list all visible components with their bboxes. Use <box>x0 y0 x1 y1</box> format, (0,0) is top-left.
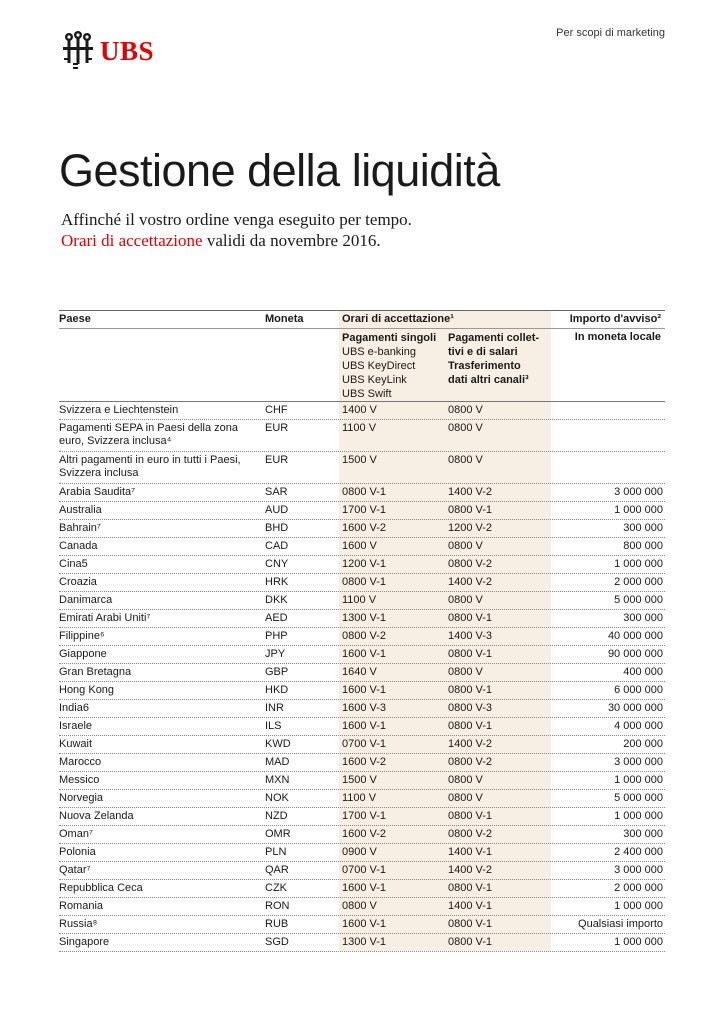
single-payment-time-cell: 1400 V <box>342 404 377 416</box>
table-row <box>59 736 665 754</box>
notice-amount-cell: 1 000 000 <box>614 558 663 570</box>
notice-amount-cell: 300 000 <box>623 612 663 624</box>
single-payment-time-cell: 1600 V-2 <box>342 828 387 840</box>
collective-payment-time-cell: 1400 V-2 <box>448 738 493 750</box>
table-row <box>59 520 665 538</box>
country-cell: Qatar⁷ <box>59 864 91 876</box>
single-payment-time-cell: 1100 V <box>342 422 377 434</box>
country-cell: Oman⁷ <box>59 828 93 840</box>
notice-amount-cell: 800 000 <box>623 540 663 552</box>
table-row <box>59 402 665 420</box>
country-cell: Kuwait <box>59 738 93 750</box>
country-cell: Giappone <box>59 648 107 660</box>
table-row <box>59 610 665 628</box>
collective-line: dati altri canali³ <box>448 374 529 386</box>
currency-cell: NZD <box>265 810 288 822</box>
table-subheader <box>59 329 665 402</box>
collective-line: Pagamenti collet- <box>448 332 540 344</box>
collective-payment-time-cell: 1400 V-2 <box>448 486 493 498</box>
table-row <box>59 556 665 574</box>
single-payment-time-cell: 1700 V-1 <box>342 504 387 516</box>
table-row <box>59 592 665 610</box>
country-cell: Russia⁸ <box>59 918 98 930</box>
single-payment-time-cell: 1600 V-1 <box>342 648 387 660</box>
table-row <box>59 916 665 934</box>
header-acceptance: Orari di accettazione¹ <box>342 313 454 325</box>
single-payment-time-cell: 1100 V <box>342 792 377 804</box>
currency-cell: AED <box>265 612 288 624</box>
collective-line: Trasferimento <box>448 360 521 372</box>
currency-cell: AUD <box>265 504 289 516</box>
country-cell: Pagamenti SEPA in Paesi della zona euro, Svizzera inclusa⁴ <box>59 422 238 447</box>
collective-payment-time-cell: 1400 V-2 <box>448 576 493 588</box>
collective-payment-time-cell: 0800 V <box>448 540 483 552</box>
country-cell: Polonia <box>59 846 96 858</box>
collective-line: tivi e di salari <box>448 346 518 358</box>
channel-label: UBS e-banking <box>342 346 416 358</box>
notice-amount-cell: 2 000 000 <box>614 882 663 894</box>
table-row <box>59 772 665 790</box>
country-cell: Norvegia <box>59 792 104 804</box>
single-payment-time-cell: 1600 V-2 <box>342 756 387 768</box>
currency-cell: JPY <box>265 648 286 660</box>
header-currency: Moneta <box>265 313 304 325</box>
notice-amount-cell: 5 000 000 <box>614 792 663 804</box>
single-payment-time-cell: 0800 V-1 <box>342 486 387 498</box>
single-payment-time-cell: 1600 V-1 <box>342 720 387 732</box>
notice-amount-cell: 2 000 000 <box>614 576 663 588</box>
country-cell: Repubblica Ceca <box>59 882 143 894</box>
currency-cell: ILS <box>265 720 282 732</box>
collective-payment-time-cell: 0800 V <box>448 774 483 786</box>
currency-cell: CHF <box>265 404 288 416</box>
table-row <box>59 628 665 646</box>
table-row <box>59 934 665 952</box>
table-row <box>59 790 665 808</box>
country-cell: Australia <box>59 504 102 516</box>
single-payment-time-cell: 0800 V-2 <box>342 630 387 642</box>
notice-amount-cell: 40 000 000 <box>607 630 663 642</box>
collective-payments-header <box>448 331 539 387</box>
notice-amount-cell: 3 000 000 <box>614 756 663 768</box>
currency-cell: SAR <box>265 486 288 498</box>
collective-payment-time-cell: 0800 V-2 <box>448 756 493 768</box>
single-payment-time-cell: 1600 V-1 <box>342 882 387 894</box>
table-row <box>59 844 665 862</box>
single-payment-time-cell: 0700 V-1 <box>342 864 387 876</box>
country-cell: Nuova Zelanda <box>59 810 134 822</box>
single-payment-time-cell: 1640 V <box>342 666 377 678</box>
notice-amount-cell: 90 000 000 <box>607 648 663 660</box>
notice-amount-cell: 5 000 000 <box>614 594 663 606</box>
collective-payment-time-cell: 0800 V-1 <box>448 612 493 624</box>
country-cell: Emirati Arabi Uniti⁷ <box>59 612 151 624</box>
table-header <box>59 310 665 329</box>
table-row <box>59 574 665 592</box>
keys-icon <box>61 30 95 72</box>
subtitle <box>61 209 412 251</box>
collective-payment-time-cell: 0800 V-1 <box>448 504 493 516</box>
collective-payment-time-cell: 0800 V-1 <box>448 918 493 930</box>
channel-label: UBS Swift <box>342 388 392 400</box>
currency-cell: NOK <box>265 792 289 804</box>
notice-amount-cell: 1 000 000 <box>614 504 663 516</box>
table-body <box>59 402 665 952</box>
currency-cell: CZK <box>265 882 287 894</box>
currency-cell: PHP <box>265 630 288 642</box>
collective-payment-time-cell: 0800 V <box>448 454 483 466</box>
collective-payment-time-cell: 0800 V <box>448 666 483 678</box>
notice-amount-cell: 1 000 000 <box>614 900 663 912</box>
country-cell: Israele <box>59 720 93 732</box>
notice-amount-cell: 200 000 <box>623 738 663 750</box>
single-payments-title: Pagamenti singoli <box>342 332 437 344</box>
country-cell: Arabia Saudita⁷ <box>59 486 136 498</box>
notice-amount-cell: 30 000 000 <box>607 702 663 714</box>
table-row <box>59 700 665 718</box>
collective-payment-time-cell: 1200 V-2 <box>448 522 493 534</box>
single-payment-time-cell: 0800 V-1 <box>342 576 387 588</box>
currency-cell: MAD <box>265 756 290 768</box>
channel-label: UBS KeyDirect <box>342 360 416 372</box>
channel-label: UBS KeyLink <box>342 374 407 386</box>
single-payments-header <box>342 331 436 401</box>
single-payment-time-cell: 0900 V <box>342 846 377 858</box>
currency-cell: CNY <box>265 558 289 570</box>
table-row <box>59 538 665 556</box>
single-payment-time-cell: 1700 V-1 <box>342 810 387 822</box>
collective-payment-time-cell: 0800 V-1 <box>448 720 493 732</box>
notice-amount-cell: 1 000 000 <box>614 936 663 948</box>
country-cell: India6 <box>59 702 89 714</box>
currency-cell: OMR <box>265 828 291 840</box>
currency-cell: RON <box>265 900 290 912</box>
collective-payment-time-cell: 0800 V-2 <box>448 828 493 840</box>
single-payment-time-cell: 1100 V <box>342 594 377 606</box>
single-payment-time-cell: 1500 V <box>342 454 377 466</box>
currency-cell: QAR <box>265 864 289 876</box>
acceptance-table <box>59 310 665 952</box>
table-row <box>59 880 665 898</box>
table-row <box>59 664 665 682</box>
collective-payment-time-cell: 0800 V <box>448 792 483 804</box>
marketing-note: Per scopi di marketing <box>556 27 665 39</box>
table-row <box>59 862 665 880</box>
collective-payment-time-cell: 1400 V-1 <box>448 846 493 858</box>
country-cell: Canada <box>59 540 98 552</box>
collective-payment-time-cell: 0800 V <box>448 594 483 606</box>
collective-payment-time-cell: 0800 V-2 <box>448 558 493 570</box>
collective-payment-time-cell: 0800 V-1 <box>448 936 493 948</box>
country-cell: Gran Bretagna <box>59 666 132 678</box>
country-cell: Cina5 <box>59 558 88 570</box>
collective-payment-time-cell: 0800 V-3 <box>448 702 493 714</box>
notice-amount-cell: 2 400 000 <box>614 846 663 858</box>
currency-cell: PLN <box>265 846 287 858</box>
collective-payment-time-cell: 0800 V-1 <box>448 648 493 660</box>
table-row <box>59 808 665 826</box>
currency-cell: SGD <box>265 936 289 948</box>
country-cell: Messico <box>59 774 100 786</box>
single-payment-time-cell: 1600 V-1 <box>342 684 387 696</box>
single-payment-time-cell: 1600 V <box>342 540 377 552</box>
currency-cell: HRK <box>265 576 289 588</box>
country-cell: Croazia <box>59 576 97 588</box>
notice-amount-cell: 300 000 <box>623 522 663 534</box>
subtitle-line-1: Affinché il vostro ordine venga eseguito per tempo. <box>61 210 412 229</box>
table-row <box>59 484 665 502</box>
collective-payment-time-cell: 1400 V-2 <box>448 864 493 876</box>
table-row <box>59 898 665 916</box>
collective-payment-time-cell: 0800 V <box>448 404 483 416</box>
brand-name: UBS <box>100 35 155 66</box>
country-cell: Filippine⁶ <box>59 630 105 642</box>
country-cell: Altri pagamenti in euro in tutti i Paesi, Svizzera inclusa <box>59 454 241 479</box>
notice-amount-cell: Qualsiasi importo <box>578 918 663 930</box>
amount-subheader: In moneta locale <box>574 331 661 343</box>
header-country: Paese <box>59 313 91 325</box>
collective-payment-time-cell: 0800 V-1 <box>448 684 493 696</box>
currency-cell: KWD <box>265 738 291 750</box>
table-row <box>59 682 665 700</box>
country-cell: Marocco <box>59 756 102 768</box>
table-row <box>59 502 665 520</box>
collective-payment-time-cell: 0800 V-1 <box>448 810 493 822</box>
single-payment-time-cell: 1600 V-1 <box>342 918 387 930</box>
notice-amount-cell: 3 000 000 <box>614 486 663 498</box>
single-payment-time-cell: 1600 V-2 <box>342 522 387 534</box>
notice-amount-cell: 300 000 <box>623 828 663 840</box>
collective-payment-time-cell: 1400 V-3 <box>448 630 493 642</box>
notice-amount-cell: 400 000 <box>623 666 663 678</box>
notice-amount-cell: 1 000 000 <box>614 774 663 786</box>
table-row <box>59 646 665 664</box>
notice-amount-cell: 1 000 000 <box>614 810 663 822</box>
notice-amount-cell: 6 000 000 <box>614 684 663 696</box>
single-payment-time-cell: 0800 V <box>342 900 377 912</box>
subtitle-highlight: Orari di accettazione <box>61 231 203 250</box>
table-row <box>59 420 665 452</box>
country-cell: Bahrain⁷ <box>59 522 101 534</box>
country-cell: Singapore <box>59 936 110 948</box>
single-payment-time-cell: 1300 V-1 <box>342 612 387 624</box>
table-row <box>59 826 665 844</box>
single-payment-time-cell: 0700 V-1 <box>342 738 387 750</box>
ubs-logo <box>61 30 154 72</box>
currency-cell: EUR <box>265 422 289 434</box>
collective-payment-time-cell: 0800 V <box>448 422 483 434</box>
currency-cell: EUR <box>265 454 289 466</box>
currency-cell: HKD <box>265 684 289 696</box>
country-cell: Romania <box>59 900 104 912</box>
page-title: Gestione della liquidità <box>59 145 500 196</box>
currency-cell: DKK <box>265 594 288 606</box>
single-payment-time-cell: 1500 V <box>342 774 377 786</box>
table-row <box>59 452 665 484</box>
country-cell: Svizzera e Liechtenstein <box>59 404 179 416</box>
currency-cell: MXN <box>265 774 290 786</box>
country-cell: Hong Kong <box>59 684 115 696</box>
currency-cell: BHD <box>265 522 289 534</box>
single-payment-time-cell: 1600 V-3 <box>342 702 387 714</box>
single-payment-time-cell: 1300 V-1 <box>342 936 387 948</box>
header-amount: Importo d'avviso² <box>569 313 661 325</box>
currency-cell: CAD <box>265 540 289 552</box>
currency-cell: RUB <box>265 918 289 930</box>
table-row <box>59 718 665 736</box>
country-cell: Danimarca <box>59 594 113 606</box>
subtitle-rest: validi da novembre 2016. <box>202 231 381 250</box>
collective-payment-time-cell: 0800 V-1 <box>448 882 493 894</box>
currency-cell: GBP <box>265 666 289 678</box>
collective-payment-time-cell: 1400 V-1 <box>448 900 493 912</box>
currency-cell: INR <box>265 702 284 714</box>
single-payment-time-cell: 1200 V-1 <box>342 558 387 570</box>
notice-amount-cell: 4 000 000 <box>614 720 663 732</box>
subtitle-line-2 <box>61 230 412 251</box>
table-row <box>59 754 665 772</box>
notice-amount-cell: 3 000 000 <box>614 864 663 876</box>
